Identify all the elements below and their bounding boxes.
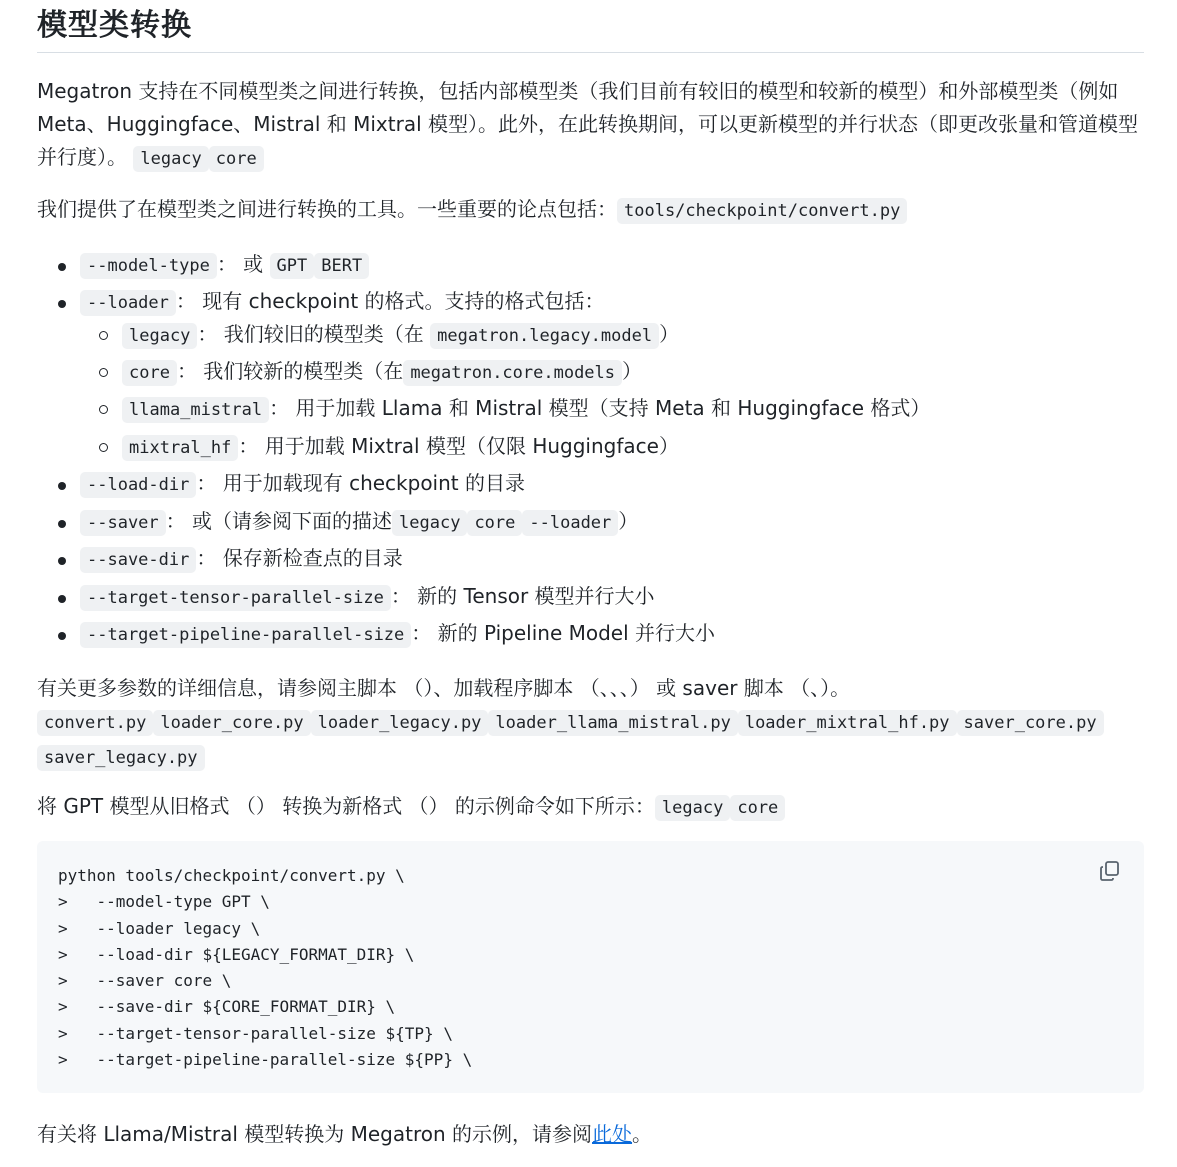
inline-code: loader_legacy.py <box>311 710 489 736</box>
inline-code: llama_mistral <box>122 397 269 423</box>
inline-code: legacy <box>655 795 730 821</box>
tools-text: 我们提供了在模型类之间进行转换的工具。一些重要的论点包括： <box>37 197 617 221</box>
inline-code: saver_core.py <box>957 710 1104 736</box>
copy-button[interactable] <box>1098 859 1124 885</box>
inline-code: legacy <box>122 323 197 349</box>
document: 模型类转换 Megatron 支持在不同模型类之间进行转换，包括内部模型类（我们目前有较旧的模型和较新的模型）和外部模型类（例如 Meta、Huggingface、Mistral 和 Mixtral 模型）。此外，在此转换期间，可以更新模型的并行状态（即更改张量和管道模型并行度）。 legacy core 我们提供了在模型类之间进行转换的工具。一些重要的论点包括： tools/checkpoint/convert.py --model-type ： 或 GPT BERT --loader ： 现有 checkpoint 的格式。支持的格式包括： legacy ： 我们较旧的模型类（在 megatron.legacy.model ） core ： 我们较新的模型类（在 megatron.core.models ） llama_mistral ： 用于加载 Llama 和 Mistral 模型（支持 Meta 和 Huggingface 格式） mixtral_hf ： 用于加载 Mixtral 模型（仅限 Huggingface） --load-dir ： 用于加载现有 checkpoint 的目录 --saver ： 或（请参阅下面的描述 legacy core --loader ） --save-dir ： 保存新检查点的目录 --target-tensor-parallel-size ： 新的 Tensor 模型并行大小 --target-pipeline-parallel-size ： 新的 Pipeline Model 并行大小 有关更多参数的详细信息，请参阅主脚本 （）、加载程序脚本 （、、、） 或 saver 脚本 （、）。 convert.py loader_core.py loader_legacy.py loader_llama_mistral.py loader_mixtral_hf.py saver_core.py saver_legacy.py 将 GPT 模型从旧格式 （） 转换为新格式 （） 的示例命令如下所示： legacy core python tools/checkpoint/convert.py \ > --model-type GPT \ > --loader legacy \ > --load-dir ${LEGACY_FORMAT_DIR} \ > --saver core \ > --save-dir ${CORE_FORMAT_DIR} \ > --target-tensor-parallel-size ${TP} \ > --target-pipeline-parallel-size ${PP} \ 有关将 Llama/Mistral 模型转换为 Megatron 的示例，请参阅此处。 <box>37 0 1144 53</box>
inline-code: --target-tensor-parallel-size <box>80 585 391 611</box>
inline-code: legacy <box>133 146 208 172</box>
inline-code: legacy <box>392 510 467 536</box>
bullet-icon <box>58 557 66 565</box>
inline-code: BERT <box>314 253 369 279</box>
inline-code: --model-type <box>80 253 217 279</box>
inline-code: loader_llama_mistral.py <box>488 710 737 736</box>
inline-code: convert.py <box>37 710 153 736</box>
here-link[interactable]: 此处 <box>592 1122 633 1146</box>
inline-code: --load-dir <box>80 472 196 498</box>
bullet-icon <box>58 632 66 640</box>
inline-code: core <box>122 360 177 386</box>
script-files <box>37 705 1144 775</box>
inline-code: megatron.core.models <box>403 360 622 386</box>
inline-code: --loader <box>522 510 618 536</box>
circle-bullet-icon <box>99 443 108 452</box>
page-title: 模型类转换 <box>37 0 1144 53</box>
circle-bullet-icon <box>99 405 108 414</box>
code-block <box>37 841 1144 1093</box>
intro-paragraph <box>37 75 1144 176</box>
inline-code: tools/checkpoint/convert.py <box>617 198 907 224</box>
inline-code: megatron.legacy.model <box>430 323 659 349</box>
inline-code: loader_mixtral_hf.py <box>738 710 957 736</box>
details-paragraph: 有关更多参数的详细信息，请参阅主脚本 （）、加载程序脚本 （、、、） 或 saver 脚本 （、）。 <box>37 676 851 700</box>
inline-code: GPT <box>270 253 315 279</box>
inline-code: core <box>209 146 264 172</box>
example-paragraph: 将 GPT 模型从旧格式 （） 转换为新格式 （） 的示例命令如下所示： legacy core <box>37 790 1144 825</box>
circle-bullet-icon <box>99 331 108 340</box>
code-content[interactable]: python tools/checkpoint/convert.py \ > --model-type GPT \ > --loader legacy \ > --load-dir ${LEGACY_FORMAT_DIR} \ > --saver core \ > --save-dir ${CORE_FORMAT_DIR} \ > --target-tensor-parallel-size ${TP} \ > --target-pipeline-parallel-size ${PP} \ <box>58 866 473 1070</box>
intro-text: Megatron 支持在不同模型类之间进行转换，包括内部模型类（我们目前有较旧的模型和较新的模型）和外部模型类（例如 Meta、Huggingface、Mistral 和 Mixtral 模型）。此外，在此转换期间，可以更新模型的并行状态（即更改张量和管道模型并行度）。 <box>37 79 1138 169</box>
inline-code: saver_legacy.py <box>37 745 205 771</box>
bullet-icon <box>58 595 66 603</box>
inline-code: --loader <box>80 290 176 316</box>
inline-code: loader_core.py <box>153 710 310 736</box>
tools-paragraph <box>37 193 1144 228</box>
inline-code: --target-pipeline-parallel-size <box>80 622 411 648</box>
inline-code: --saver <box>80 510 166 536</box>
copy-icon <box>1098 859 1122 883</box>
bullet-icon <box>58 482 66 490</box>
footer-paragraph: 有关将 Llama/Mistral 模型转换为 Megatron 的示例，请参阅此处。 <box>37 1122 653 1146</box>
bullet-icon <box>58 300 66 308</box>
inline-code: core <box>730 795 785 821</box>
bullet-icon <box>58 263 66 271</box>
inline-code: mixtral_hf <box>122 435 238 461</box>
inline-code: --save-dir <box>80 547 196 573</box>
bullet-icon <box>58 520 66 528</box>
inline-code: core <box>467 510 522 536</box>
circle-bullet-icon <box>99 368 108 377</box>
